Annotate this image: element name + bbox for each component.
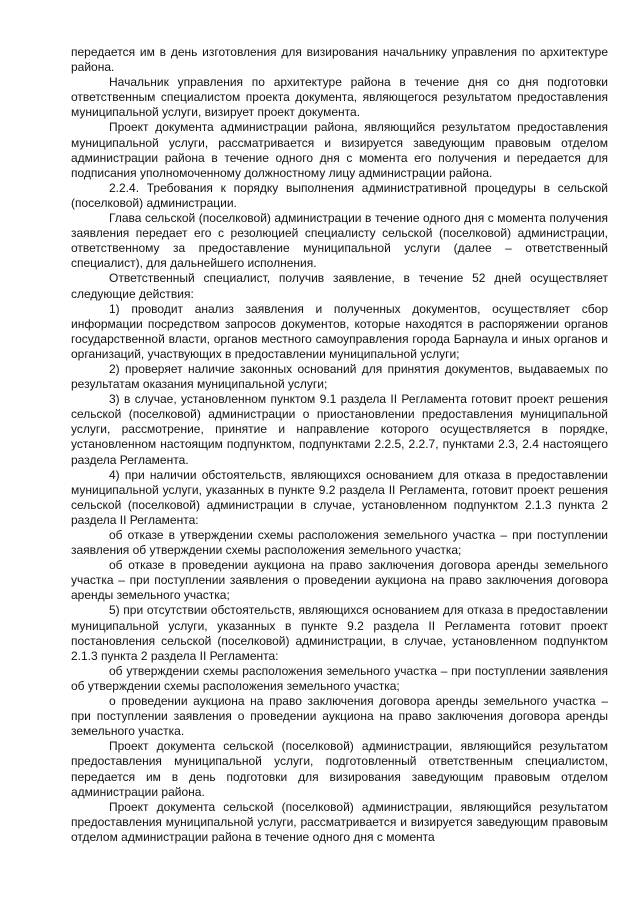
paragraph-6: Ответственный специалист, получив заявление, в течение 52 дней осуществляет следующие действия: xyxy=(71,271,608,301)
paragraph-17: Проект документа сельской (поселковой) администрации, являющийся результатом предоставления муниципальной услуги, рассматривается и визируется заведующим правовым отделом администрации района в течение одного дня с момента xyxy=(71,799,608,844)
paragraph-12: об отказе в проведении аукциона на право заключения договора аренды земельного участка – при поступлении заявления о проведении аукциона на право заключения договора аренды земельного участка; xyxy=(71,558,608,603)
paragraph-4: 2.2.4. Требования к порядку выполнения административной процедуры в сельской (поселковой) администрации. xyxy=(71,180,608,210)
paragraph-5: Глава сельской (поселковой) администрации в течение одного дня с момента получения заявления передает его с резолюцией специалисту сельской (поселковой) администрации, ответственному за предоставление муниципальной услуги (далее – ответственный специалист), для дальнейшего исполнения. xyxy=(71,211,608,271)
paragraph-9: 3) в случае, установленном пунктом 9.1 раздела II Регламента готовит проект решения сельской (поселковой) администрации о приостановлении предоставления муниципальной услуги, рассмотрение, принятие и направление которого осуществляется в порядке, установленном настоящим подпунктом, подпунктами 2.2.5, 2.2.7, пунктами 2.3, 2.4 настоящего раздела Регламента. xyxy=(71,392,608,467)
paragraph-15: о проведении аукциона на право заключения договора аренды земельного участка – при поступлении заявления о проведении аукциона на право заключения договора аренды земельного участка. xyxy=(71,694,608,739)
paragraph-11: об отказе в утверждении схемы расположения земельного участка – при поступлении заявления об утверждении схемы расположения земельного участка; xyxy=(71,528,608,558)
paragraph-7: 1) проводит анализ заявления и полученных документов, осуществляет сбор информации посредством запросов документов, которые находятся в распоряжении органов государственной власти, органов местного самоуправления города Барнаула и иных органов и организаций, участвующих в предоставлении муниципальной услуги; xyxy=(71,301,608,361)
paragraph-13: 5) при отсутствии обстоятельств, являющихся основанием для отказа в предоставлении муниципальной услуги, указанных в пункте 9.2 раздела II Регламента готовит проект постановления сельской (поселковой) администрации, в случае, установленном подпунктом 2.1.3 пункта 2 раздела II Регламента: xyxy=(71,603,608,663)
paragraph-16: Проект документа сельской (поселковой) администрации, являющийся результатом предоставления муниципальной услуги, подготовленный ответственным специалистом, передается им в день подготовки для визирования заведующим правовым отделом администрации района. xyxy=(71,739,608,799)
paragraph-10: 4) при наличии обстоятельств, являющихся основанием для отказа в предоставлении муниципальной услуги, указанных в пункте 9.2 раздела II Регламента, готовит проект решения сельской (поселковой) администрации в случае, установленном подпунктом 2.1.3 пункта 2 раздела II Регламента: xyxy=(71,467,608,527)
paragraph-1: передается им в день изготовления для визирования начальнику управления по архитектуре района. xyxy=(71,45,608,75)
paragraph-2: Начальник управления по архитектуре района в течение дня со дня подготовки ответственным специалистом проекта документа, являющегося результатом предоставления муниципальной услуги, визирует проект документа. xyxy=(71,75,608,120)
paragraph-14: об утверждении схемы расположения земельного участка – при поступлении заявления об утверждении схемы расположения земельного участка; xyxy=(71,663,608,693)
paragraph-8: 2) проверяет наличие законных оснований для принятия документов, выдаваемых по результатам оказания муниципальной услуги; xyxy=(71,361,608,392)
document-page xyxy=(71,45,608,845)
paragraph-3: Проект документа администрации района, являющийся результатом предоставления муниципальной услуги, рассматривается и визируется заведующим правовым отделом администрации района в течение одного дня с момента его получения и передается для подписания уполномоченному должностному лицу администрации района. xyxy=(71,120,608,180)
